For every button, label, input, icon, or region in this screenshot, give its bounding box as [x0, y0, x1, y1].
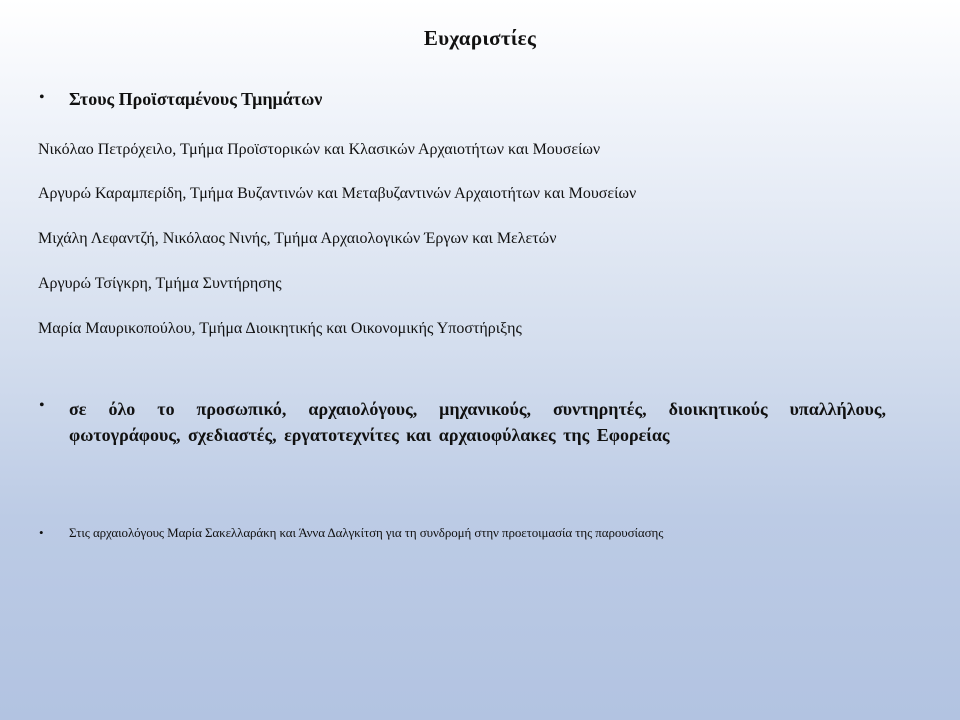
acknowledgment-line: Νικόλαο Πετρόχειλο, Τμήμα Προϊστορικών και Κλασικών Αρχαιοτήτων και Μουσείων	[38, 141, 601, 158]
bullet-item-department-heads	[39, 89, 322, 110]
bullet-icon: •	[39, 89, 45, 106]
section-heading: Στους Προϊσταμένους Τμημάτων	[69, 89, 323, 109]
bullet-icon: •	[39, 525, 44, 540]
bullet-item-staff	[39, 396, 886, 448]
archaeologists-acknowledgment: Στις αρχαιολόγους Μαρία Σακελλαράκη και Άννα Δαλγκίτση για τη συνδρομή στην προετοιμασία της παρουσίασης	[69, 525, 664, 540]
acknowledgment-line: Μαρία Μαυρικοπούλου, Τμήμα Διοικητικής και Οικονομικής Υποστήριξης	[38, 320, 522, 337]
acknowledgment-line: Μιχάλη Λεφαντζή, Νικόλαος Νινής, Τμήμα Αρχαιολογικών Έργων και Μελετών	[38, 230, 557, 247]
slide-title: Ευχαριστίες	[423, 26, 537, 50]
bullet-icon: •	[39, 397, 45, 414]
bullet-item-archaeologists	[39, 525, 663, 541]
staff-acknowledgment: σε όλο το προσωπικό, αρχαιολόγους, μηχανικούς, συντηρητές, διοικητικούς υπαλλήλους, φωτογράφους, σχεδιαστές, εργατοτεχνίτες και αρχαιοφύλακες της Εφορείας	[69, 399, 886, 445]
acknowledgment-line: Αργυρώ Τσίγκρη, Τμήμα Συντήρησης	[38, 275, 282, 292]
acknowledgment-line: Αργυρώ Καραμπερίδη, Τμήμα Βυζαντινών και Μεταβυζαντινών Αρχαιοτήτων και Μουσείων	[38, 185, 637, 202]
